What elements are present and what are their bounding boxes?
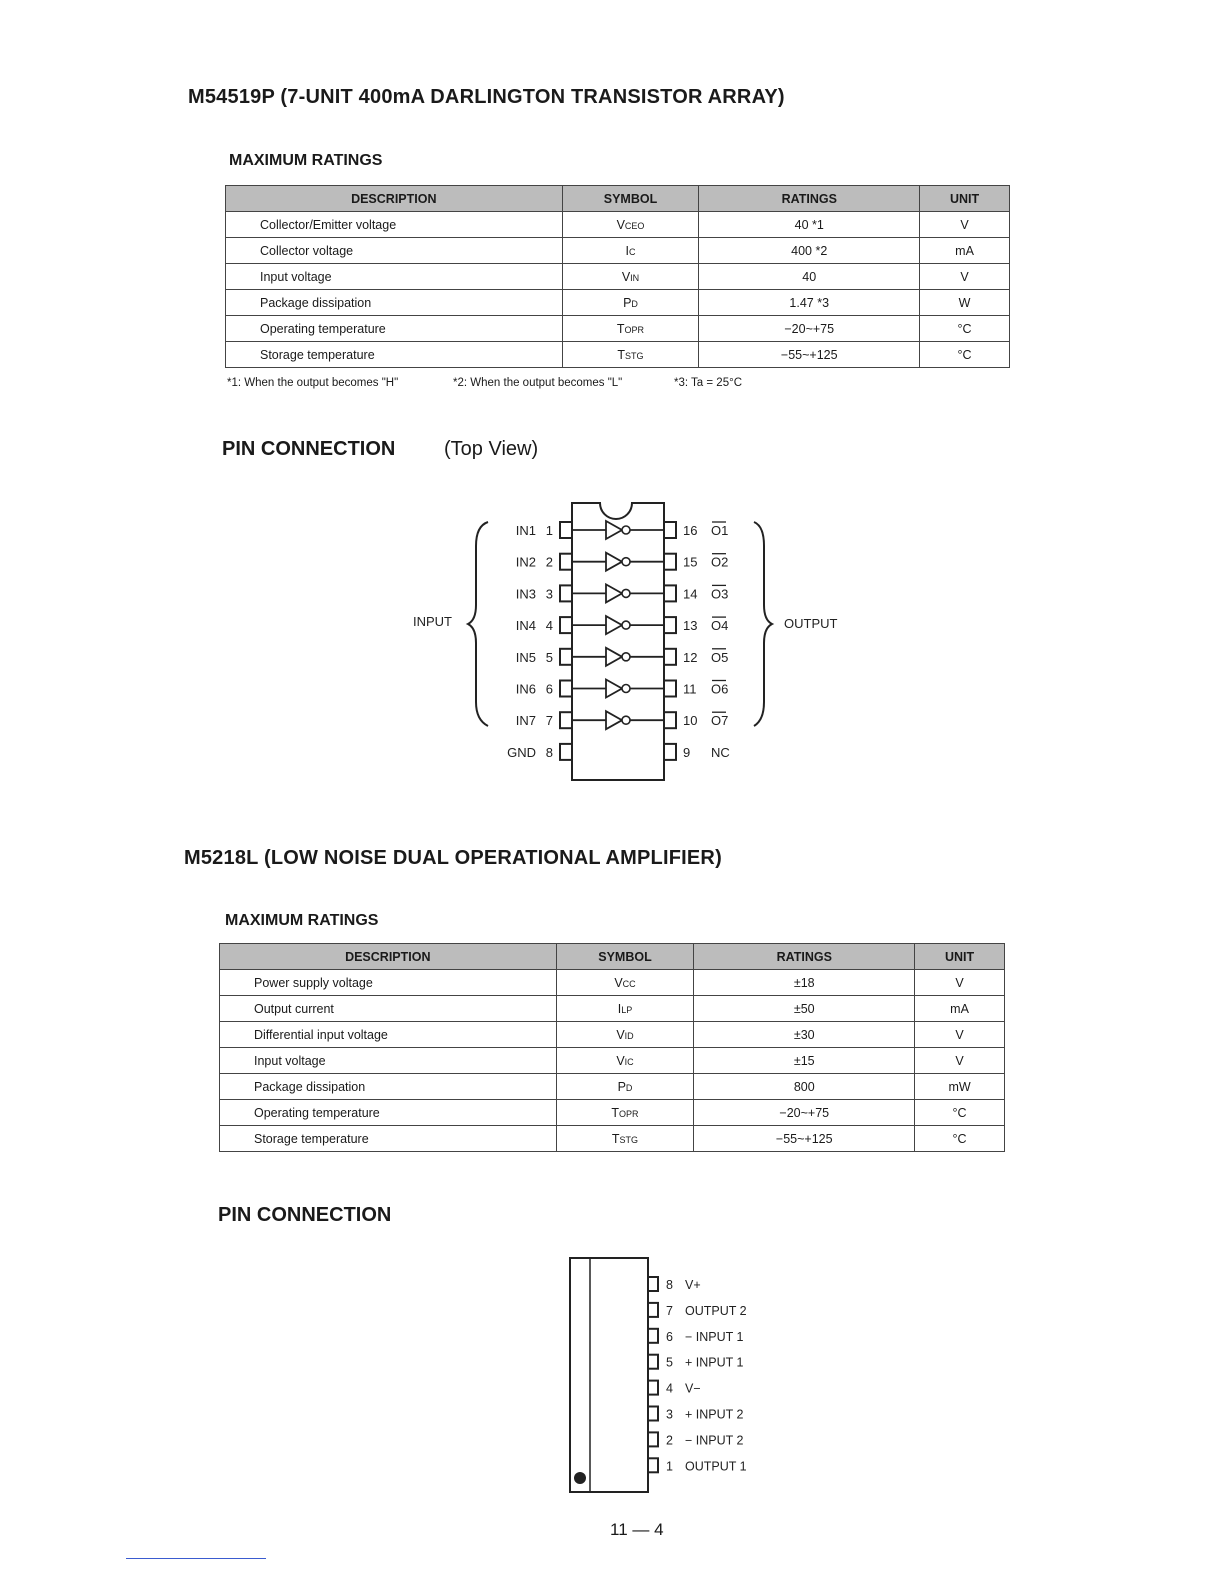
row-rating: 800 [694, 1074, 915, 1100]
section1-title: M54519P (7-UNIT 400mA DARLINGTON TRANSISTOR ARRAY) [188, 86, 785, 108]
row-unit: mW [915, 1074, 1005, 1100]
pin-15 [664, 554, 676, 570]
row-rating: −55~+125 [699, 342, 920, 368]
row-rating: ±50 [694, 996, 915, 1022]
pin-name: OUTPUT 1 [685, 1459, 747, 1474]
pin1-marker [574, 1472, 586, 1484]
pin-name: OUTPUT 2 [685, 1303, 747, 1318]
row-unit: °C [915, 1126, 1005, 1152]
pin-name: O5 [711, 649, 729, 665]
row-symbol: VIC [556, 1048, 694, 1074]
row-description: Operating temperature [226, 316, 563, 342]
pin-7 [560, 712, 572, 728]
pin-name: IN4 [515, 618, 536, 634]
pin-14 [664, 585, 676, 601]
pin-number: 11 [683, 681, 697, 697]
table-row [220, 1100, 1005, 1126]
pin-10 [664, 712, 676, 728]
section1-pin-heading: PIN CONNECTION [222, 438, 396, 460]
footnote-3: *3: Ta = 25°C [674, 377, 743, 389]
pin-name: IN5 [515, 649, 536, 665]
pin-diagram-1 [0, 490, 1224, 790]
table-row [226, 238, 1010, 264]
pin-1 [648, 1458, 658, 1472]
pin-name: IN2 [515, 554, 536, 570]
ratings-table-2 [219, 943, 1005, 1152]
pin-9 [664, 744, 676, 760]
row-rating: −20~+75 [699, 316, 920, 342]
inverter-symbol [606, 553, 622, 571]
table-row [226, 290, 1010, 316]
row-rating: −20~+75 [694, 1100, 915, 1126]
table-row [220, 1022, 1005, 1048]
pin-name: O2 [711, 554, 729, 570]
pin-11 [664, 681, 676, 697]
row-rating: 40 *1 [699, 212, 920, 238]
pin-number: 5 [666, 1355, 673, 1370]
pin-name: − INPUT 1 [685, 1329, 744, 1344]
output-brace [754, 522, 772, 726]
input-brace [468, 522, 488, 726]
pin-number: 13 [683, 618, 698, 634]
pin-number: 5 [545, 649, 553, 665]
row-description: Differential input voltage [220, 1022, 557, 1048]
ic-package-1 [572, 503, 664, 780]
pin-number: 14 [683, 586, 698, 602]
pin-4 [560, 617, 572, 633]
pin-number: 10 [683, 713, 698, 729]
pin-name: + INPUT 1 [685, 1355, 744, 1370]
section1-ratings-heading: MAXIMUM RATINGS [229, 152, 383, 169]
row-description: Operating temperature [220, 1100, 557, 1126]
section2-pin-heading: PIN CONNECTION [218, 1204, 392, 1226]
ic-package-2 [570, 1258, 648, 1492]
table-row [226, 264, 1010, 290]
pin-number: 4 [545, 618, 553, 634]
row-symbol: IC [562, 238, 699, 264]
pin-6 [560, 681, 572, 697]
row-unit: mA [915, 996, 1005, 1022]
row-rating: ±15 [694, 1048, 915, 1074]
pin-2 [560, 554, 572, 570]
row-unit: °C [915, 1100, 1005, 1126]
row-unit: W [920, 290, 1010, 316]
row-description: Output current [220, 996, 557, 1022]
row-symbol: VCEO [562, 212, 699, 238]
pin-number: 9 [683, 744, 691, 760]
row-symbol: PD [562, 290, 699, 316]
pin-number: 4 [666, 1381, 673, 1396]
pin-5 [560, 649, 572, 665]
pin-7 [648, 1303, 658, 1317]
row-unit: V [915, 1022, 1005, 1048]
row-description: Input voltage [226, 264, 563, 290]
col-header-ratings: RATINGS [694, 944, 915, 970]
pin-number: 3 [666, 1407, 673, 1422]
row-rating: ±30 [694, 1022, 915, 1048]
pin-8 [560, 744, 572, 760]
col-header-symbol: SYMBOL [556, 944, 694, 970]
pin-name: IN7 [515, 713, 536, 729]
row-symbol: TSTG [562, 342, 699, 368]
row-symbol: TOPR [562, 316, 699, 342]
row-rating: −55~+125 [694, 1126, 915, 1152]
table-row [220, 970, 1005, 996]
pin-name: GND [507, 744, 536, 760]
row-symbol: ILP [556, 996, 694, 1022]
output-label: OUTPUT [784, 616, 838, 631]
pin-name: NC [711, 744, 730, 760]
ratings-table-1 [225, 185, 1010, 368]
inverter-symbol [606, 616, 622, 634]
row-description: Power supply voltage [220, 970, 557, 996]
inverter-symbol [606, 680, 622, 698]
table-row [220, 1126, 1005, 1152]
pin-8 [648, 1277, 658, 1291]
table-row [220, 996, 1005, 1022]
pin-4 [648, 1381, 658, 1395]
pin-5 [648, 1355, 658, 1369]
row-unit: °C [920, 342, 1010, 368]
table-row [220, 1074, 1005, 1100]
row-description: Collector voltage [226, 238, 563, 264]
section2-title: M5218L (LOW NOISE DUAL OPERATIONAL AMPLIFIER) [184, 847, 722, 869]
section1-pin-subheading: (Top View) [444, 438, 539, 460]
pin-number: 7 [545, 713, 553, 729]
pin-number: 8 [666, 1278, 673, 1292]
row-rating: ±18 [694, 970, 915, 996]
pin-name: O4 [711, 618, 729, 634]
footnote-1: *1: When the output becomes "H" [227, 377, 399, 389]
pin-3 [560, 585, 572, 601]
row-rating: 1.47 *3 [699, 290, 920, 316]
row-description: Storage temperature [226, 342, 563, 368]
pin-name: + INPUT 2 [685, 1407, 744, 1422]
pin-1 [560, 522, 572, 538]
section2-ratings-heading: MAXIMUM RATINGS [225, 912, 379, 929]
row-unit: V [915, 1048, 1005, 1074]
col-header-description: DESCRIPTION [220, 944, 557, 970]
pin-number: 2 [545, 554, 553, 570]
row-description: Collector/Emitter voltage [226, 212, 563, 238]
table-row [226, 342, 1010, 368]
inverter-symbol [606, 521, 622, 539]
pin-2 [648, 1432, 658, 1446]
pin-name: O1 [711, 523, 729, 538]
pin-number: 8 [545, 744, 553, 760]
pin-number: 6 [666, 1329, 673, 1344]
row-unit: °C [920, 316, 1010, 342]
pin-16 [664, 522, 676, 538]
table-row [220, 1048, 1005, 1074]
row-description: Input voltage [220, 1048, 557, 1074]
row-unit: mA [920, 238, 1010, 264]
row-rating: 40 [699, 264, 920, 290]
pin-name: O3 [711, 586, 729, 602]
col-header-unit: UNIT [920, 186, 1010, 212]
pin-name: IN6 [515, 681, 536, 697]
row-unit: V [915, 970, 1005, 996]
inverter-symbol [606, 648, 622, 666]
pin-12 [664, 649, 676, 665]
row-rating: 400 *2 [699, 238, 920, 264]
pin-13 [664, 617, 676, 633]
table-row [226, 212, 1010, 238]
row-description: Storage temperature [220, 1126, 557, 1152]
pin-number: 15 [683, 554, 698, 570]
page-number: 11 — 4 [610, 1520, 664, 1539]
footnote-2: *2: When the output becomes "L" [453, 377, 623, 389]
row-unit: V [920, 212, 1010, 238]
row-symbol: TOPR [556, 1100, 694, 1126]
pin-number: 3 [545, 586, 553, 602]
bottom-rule [126, 1558, 266, 1559]
col-header-symbol: SYMBOL [562, 186, 699, 212]
row-symbol: VIN [562, 264, 699, 290]
row-symbol: PD [556, 1074, 694, 1100]
pin-6 [648, 1329, 658, 1343]
pin-name: − INPUT 2 [685, 1433, 744, 1448]
pin-name: IN3 [515, 586, 536, 602]
pin-number: 1 [545, 523, 553, 538]
row-symbol: VCC [556, 970, 694, 996]
row-unit: V [920, 264, 1010, 290]
col-header-description: DESCRIPTION [226, 186, 563, 212]
pin-number: 7 [666, 1303, 673, 1318]
pin-name: O6 [711, 681, 729, 697]
inverter-symbol [606, 584, 622, 602]
pin-name: V+ [685, 1278, 701, 1292]
pin-number: 16 [683, 523, 698, 538]
pin-3 [648, 1407, 658, 1421]
row-symbol: VID [556, 1022, 694, 1048]
table-row [226, 316, 1010, 342]
pin-number: 1 [666, 1459, 673, 1474]
pin-name: IN1 [515, 523, 536, 538]
pin-number: 6 [545, 681, 553, 697]
pin-diagram-2 [0, 1250, 1224, 1500]
row-symbol: TSTG [556, 1126, 694, 1152]
col-header-unit: UNIT [915, 944, 1005, 970]
inverter-symbol [606, 711, 622, 729]
pin-name: O7 [711, 713, 729, 729]
row-description: Package dissipation [226, 290, 563, 316]
col-header-ratings: RATINGS [699, 186, 920, 212]
input-label: INPUT [413, 614, 452, 629]
pin-name: V− [685, 1381, 701, 1396]
pin-number: 2 [666, 1433, 673, 1448]
pin-number: 12 [683, 649, 698, 665]
row-description: Package dissipation [220, 1074, 557, 1100]
